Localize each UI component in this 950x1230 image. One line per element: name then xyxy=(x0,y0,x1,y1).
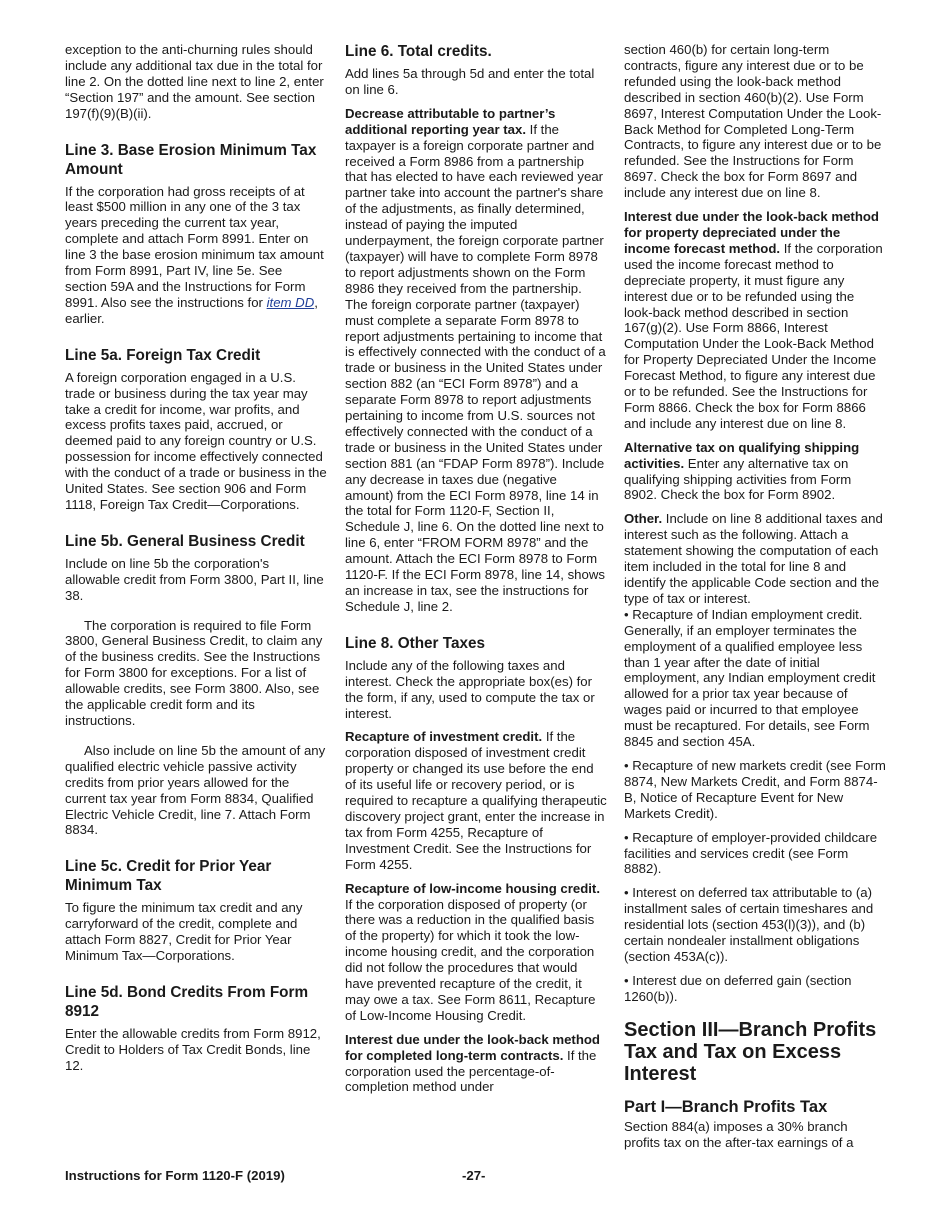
line5b-text-1: Include on line 5b the corporation's allowable credit from Form 3800, Part II, line 38. xyxy=(65,555,324,603)
bullet-icon: • xyxy=(624,606,629,622)
bullet-icon: • xyxy=(624,972,629,988)
line8-heading: Line 8. Other Taxes xyxy=(345,634,485,652)
shipping-lead: Alternative tax on qualifying shipping activities. xyxy=(624,439,860,471)
item-dd-link[interactable]: item DD xyxy=(266,294,315,310)
housing-paragraph: Recapture of low-income housing credit. If the corporation disposed of property (or there was a reduction in the qualified basis of the property) for which it took the low-income housing credit, and the corporation did not follow the procedures that would have prevented recapture of the credit, it may owe a tax. See Form 8611, Recapture of Low-Income Housing Credit. xyxy=(345,880,600,1023)
line5c-text: To figure the minimum tax credit and any carryforward of the credit, complete and attach Form 8827, Credit for Prior Year Minimum Tax—Corporations. xyxy=(65,900,303,964)
shipping-paragraph: Alternative tax on qualifying shipping activities. Enter any alternative tax on qualifying shipping activities from Form 8902. Check the box for Form 8902. xyxy=(624,439,860,503)
lookback-paragraph: Interest due under the look-back method for completed long-term contracts. If the corporation used the percentage-of-completion method under xyxy=(345,1031,600,1095)
bullet-icon: • xyxy=(624,885,629,901)
decrease-lead: Decrease attributable to partner’s additional reporting year tax. xyxy=(345,105,556,137)
line6-heading: Line 6. Total credits. xyxy=(345,43,492,60)
page-number: -27- xyxy=(462,1168,486,1183)
bullet-item: • Recapture of Indian employment credit. Generally, if an employer terminates the employment of a qualified employee less than 1 year after the date of initial employment, any Indian employment credit allowed for a prior tax year because of wages paid or incurred to that employee must be recaptured. For details, see Form 8845 and section 45A. xyxy=(624,606,876,750)
column-3 xyxy=(624,42,886,1150)
line5b-heading: Line 5b. General Business Credit xyxy=(65,532,305,550)
bullet-item: • Recapture of new markets credit (see Form 8874, New Markets Credit, and Form 8874-B, Notice of Recapture Event for New Markets Credit). xyxy=(624,757,886,821)
line5a-heading: Line 5a. Foreign Tax Credit xyxy=(65,346,261,364)
lookback-lead: Interest due under the look-back method for completed long-term contracts. xyxy=(345,1031,600,1063)
col3-continuation: section 460(b) for certain long-term contracts, figure any interest due or to be refunded using the look-back method described in section 460(b)(2). Use Form 8697, Interest Computation Under the Look-Back Method for Completed Long-Term Contracts, to figure any interest due or to be refunded. See the Instructions for Form 8697. Check the box for Form 8697 and include any interest due on line 8. xyxy=(624,42,882,201)
line5a-text: A foreign corporation engaged in a U.S. trade or business during the tax year may take a credit for income, war profits, and excess profits taxes paid, accrued, or deemed paid to any foreign country or U.S. possession for income effectively connected with the conduct of a trade or business in the United States. See section 906 and Form 1118, Foreign Tax Credit—Corporations. xyxy=(65,369,327,512)
line5b-text-3: Also include on line 5b the amount of any qualified electric vehicle passive activity credits from prior years allowed for the current tax year from Form 8834, Qualified Electric Vehicle Credit, line 7. Attach Form 8834. xyxy=(65,742,326,838)
part-i-text: Section 884(a) imposes a 30% branch profits tax on the after-tax earnings of a xyxy=(624,1118,854,1150)
part-i-heading: Part I—Branch Profits Tax xyxy=(624,1097,828,1116)
line5c-heading: Line 5c. Credit for Prior Year Minimum Tax xyxy=(65,858,272,895)
income-forecast-lead: Interest due under the look-back method for property depreciated under the income forecast method. xyxy=(624,209,879,256)
bullet-icon: • xyxy=(624,757,629,773)
col1-intro: exception to the anti-churning rules should include any additional tax due in the total for line 2. On the dotted line next to line 2, enter “Section 197” and the amount. See section 197(f)(9)(B)(ii). xyxy=(65,42,324,121)
bullet-item: • Interest on deferred tax attributable to (a) installment sales of certain timeshares and residential lots (section 453(l)(3)), and (b) certain nondealer installment obligations (section 453A(c)). xyxy=(624,885,874,964)
line6-text: Add lines 5a through 5d and enter the total on line 6. xyxy=(345,66,595,97)
line5b-text-2: The corporation is required to file Form 3800, General Business Credit, to claim any of the business credits. See the Instructions for Form 3800 for exceptions. For a list of allowable credits, see Form 3800. Also, see the applicable credit form and its instructions. xyxy=(65,617,323,728)
income-forecast-paragraph: Interest due under the look-back method for property depreciated under the income forecast method. If the corporation used the income forecast method to depreciate property, it must figure any interest due or to be refunded using the look-back method described in section 167(g)(2). Use Form 8866, Interest Computation Under the Look-Back Method for Property Depreciated Under the Income Forecast Method, to figure any interest due or to be refunded. See the Instructions for Form 8866. Check the box for Form 8866 and include any interest due on line 8. xyxy=(624,209,883,431)
section-iii-heading: Section III—Branch Profits Tax and Tax on Excess Interest xyxy=(624,1018,877,1085)
bullet-item: • Interest due on deferred gain (section 1260(b)). xyxy=(624,972,852,1004)
investment-lead: Recapture of investment credit. xyxy=(345,729,543,745)
line8-text: Include any of the following taxes and interest. Check the appropriate box(es) for the form, if any, used to compute the tax or interest. xyxy=(345,657,595,721)
investment-paragraph: Recapture of investment credit. If the corporation disposed of investment credit property or changed its use before the end of its useful life or recovery period, or is required to recapture a qualifying therapeutic discovery project grant, enter the increase in tax from Form 4255, Recapture of Investment Credit. See the Instructions for Form 4255. xyxy=(345,729,607,872)
other-paragraph: Other. Include on line 8 additional taxes and interest such as the following. Attach a statement showing the computation of each item included in the total for line 8 and identify the applicable Code section and the type of tax or interest. xyxy=(624,511,883,606)
bullet-icon: • xyxy=(624,829,629,845)
column-1 xyxy=(65,42,327,1082)
line5d-heading: Line 5d. Bond Credits From Form 8912 xyxy=(65,983,309,1020)
other-lead: Other. xyxy=(624,511,663,527)
decrease-paragraph: Decrease attributable to partner’s additional reporting year tax. If the taxpayer is a foreign corporate partner and received a Form 8986 from a partnership that has elected to have each reviewed year partner take into account the partner's share of the adjustments, as finally determined, instead of paying the imputed underpayment, the foreign corporate partner (taxpayer) will have to complete Form 8978 to report adjustments shown on the Form 8986 they received from the partnership. The foreign corporate partner (taxpayer) must complete a separate Form 8978 to report adjustments pertaining to income that is effectively connected with the conduct of a trade or business in the United States under section 882 (an “ECI Form 8978”) and a separate Form 8978 to report adjustments pertaining to income from U.S. sources not effectively connected with the conduct of a trade or business in the United States under section 881 (an “FDAP Form 8978”). Include any decrease in taxes due (negative amount) from the ECI Form 8978, line 14 in the total for Form 1120-F, Section II, Schedule J, line 6. On the dotted line next to line 6, enter “FROM FORM 8978” and the amount. Attach the ECI Form 8978 to Form 1120-F. If the ECI Form 8978, line 14, shows an increase in tax, see the instructions for Schedule J, line 2. xyxy=(345,105,606,614)
footer-title: Instructions for Form 1120-F (2019) xyxy=(65,1168,285,1183)
column-2 xyxy=(345,42,607,1095)
housing-lead: Recapture of low-income housing credit. xyxy=(345,880,600,896)
line3-heading: Line 3. Base Erosion Minimum Tax Amount xyxy=(65,141,317,178)
line3-text: If the corporation had gross receipts of at least $500 million in any one of the 3 tax years preceding the current tax year, complete and attach Form 8991. Enter on line 3 the base erosion minimum tax amount from Form 8991, Part IV, line 5e. See section 59A and the Instructions for Form 8991. Also see the instructions for item DD, earlier. xyxy=(65,183,324,326)
bullet-item: • Recapture of employer-provided childcare facilities and services credit (see Form 8882). xyxy=(624,829,878,877)
line5d-text: Enter the allowable credits from Form 8912, Credit to Holders of Tax Credit Bonds, line 12. xyxy=(65,1025,321,1073)
